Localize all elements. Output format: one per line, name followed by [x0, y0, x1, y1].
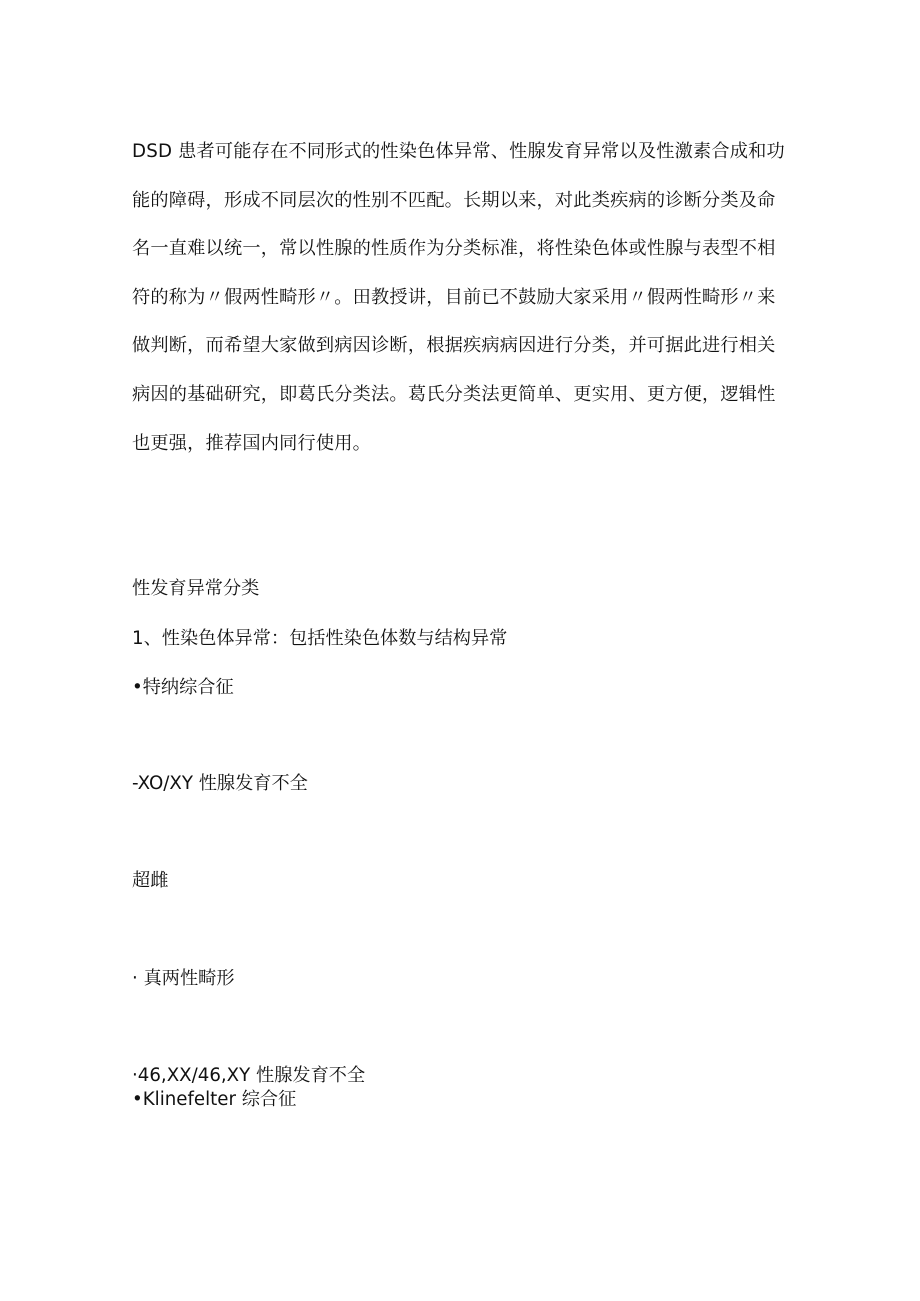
intro-line-4: 符的称为〃假两性畸形〃。田教授讲，目前已不鼓励大家采用〃假两性畸形〃来	[132, 286, 776, 308]
intro-line-5: 做判断，而希望大家做到病因诊断，根据疾病病因进行分类，并可据此进行相关	[132, 335, 776, 357]
intro-line-3: 名一直难以统一，常以性腺的性质作为分类标准，将性染色体或性腺与表型不相	[132, 238, 776, 260]
intro-line-6: 病因的基础研究，即葛氏分类法。葛氏分类法更简单、更实用、更方便，逻辑性	[132, 383, 776, 405]
intro-line-7: 也更强，推荐国内同行使用。	[132, 432, 372, 454]
intro-line-1: DSD 患者可能存在不同形式的性染色体异常、性腺发育异常以及性激素合成和功	[132, 141, 785, 162]
dash-xoxy: -XO/XY 性腺发育不全	[132, 773, 308, 794]
intro-line-2: 能的障碍，形成不同层次的性别不匹配。长期以来，对此类疾病的诊断分类及命	[132, 189, 776, 211]
intro-paragraph	[132, 128, 792, 468]
mosaic-gonadal-dysgenesis: ·46,XX/46,XY 性腺发育不全	[132, 1065, 366, 1086]
item-sex-chromosome: 1、性染色体异常：包括性染色体数与结构异常	[132, 628, 508, 649]
super-female: 超雌	[132, 870, 169, 891]
bullet-turner: •特纳综合征	[132, 677, 234, 698]
true-hermaphroditism: · 真两性畸形	[132, 968, 235, 989]
klinefelter-syndrome: •Klinefelter 综合征	[132, 1089, 297, 1110]
section-title: 性发育异常分类	[132, 578, 260, 599]
